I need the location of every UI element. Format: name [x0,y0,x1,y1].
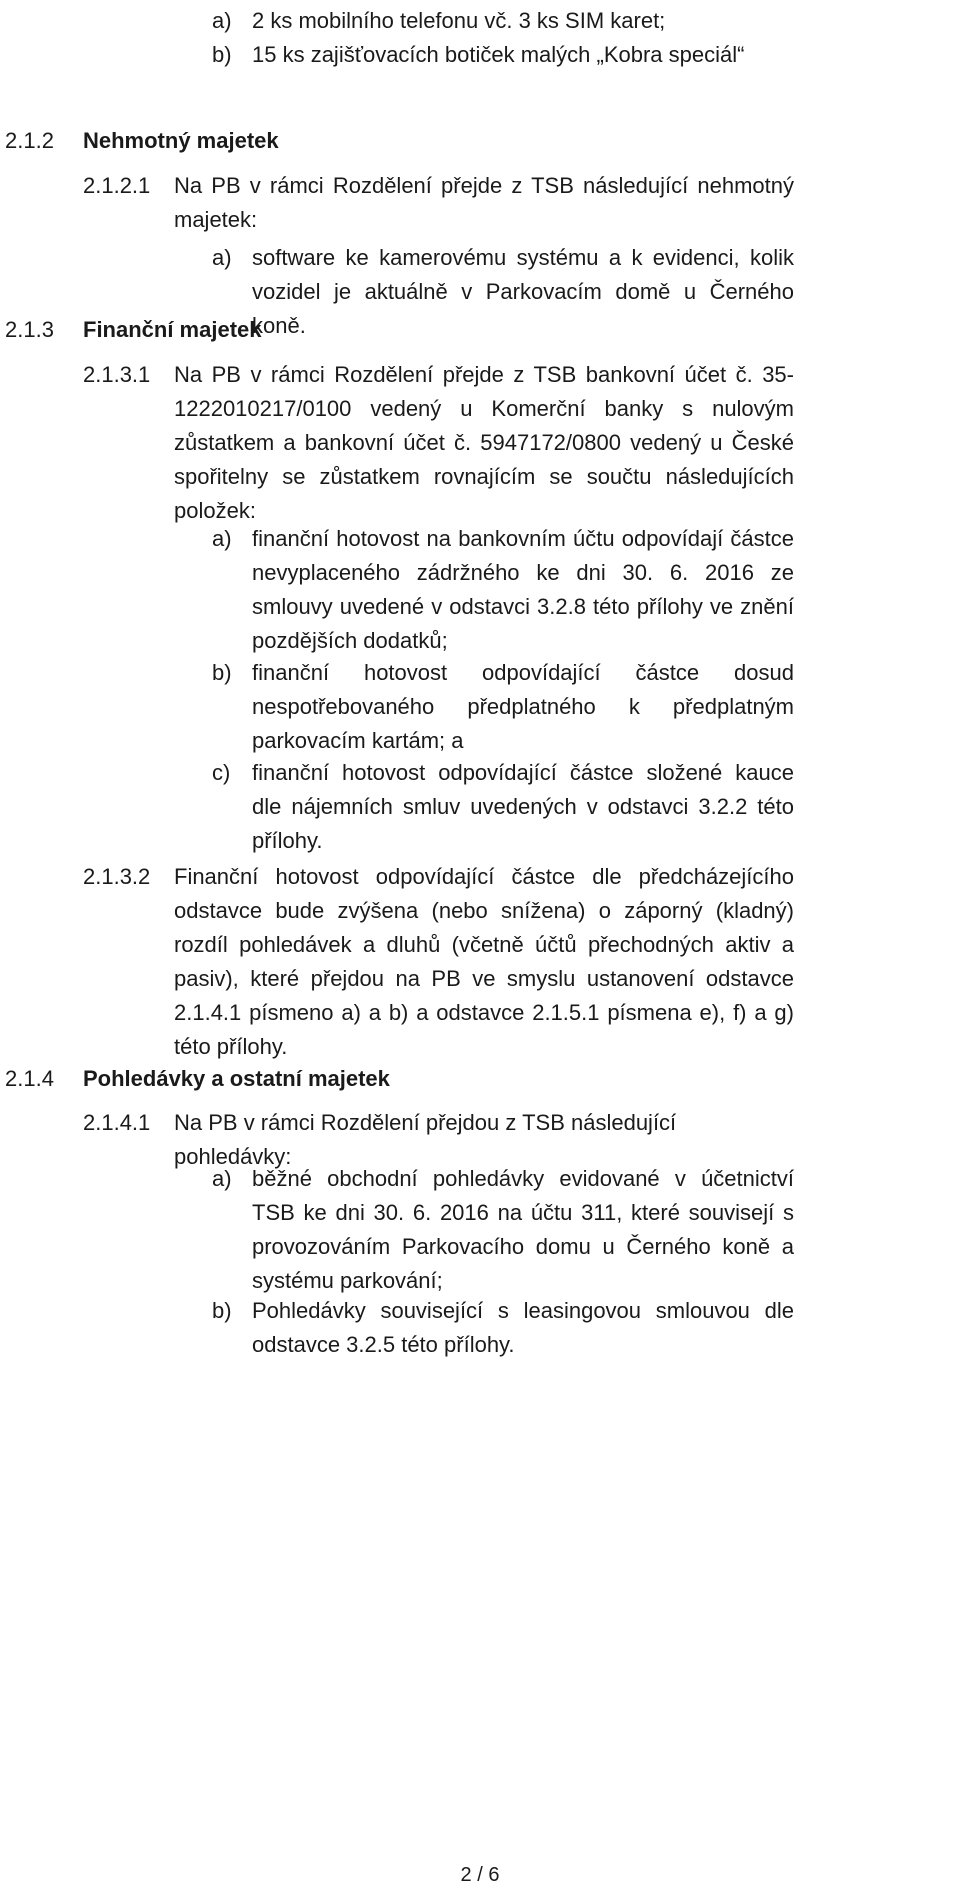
section-number: 2.1.4 [5,1066,54,1091]
paragraph-number: 2.1.3.2 [83,864,151,889]
section-heading: Nehmotný majetek [83,128,279,153]
list-item-text: finanční hotovost na bankovním účtu odpovídají částce nevyplaceného zádržného ke dni 30. 6. 2016 ze smlouvy uvedené v odstavci 3.2.8 této přílohy ve znění pozdějších dodatků; [252,526,794,653]
paragraph-number: 2.1.2.1 [83,173,151,198]
list-item-text: 2 ks mobilního telefonu vč. 3 ks SIM karet; [252,8,666,33]
list-label: b) [212,42,232,67]
list-item-text: finanční hotovost odpovídající částce dosud nespotřebovaného předplatného k předplatným parkovacím kartám; a [252,660,794,753]
page-number: 2 / 6 [460,1864,500,1886]
list-label: a) [212,1166,232,1191]
list-label: c) [212,760,231,785]
section-number: 2.1.3 [5,317,54,342]
paragraph-number: 2.1.4.1 [83,1110,151,1135]
list-label: a) [212,245,232,270]
section-heading: Pohledávky a ostatní majetek [83,1066,390,1091]
list-label: b) [212,1298,232,1323]
list-item-text: běžné obchodní pohledávky evidované v účetnictví TSB ke dni 30. 6. 2016 na účtu 311, které souvisejí s provozováním Parkovacího domu u Černého koně a systému parkování; [252,1166,794,1293]
list-label: a) [212,8,232,33]
paragraph-text: Finanční hotovost odpovídající částce dle předcházejícího odstavce bude zvýšena (nebo snížena) o záporný (kladný) rozdíl pohledávek a dluhů (včetně účtů přechodných aktiv a pasiv), které přejdou na PB ve smyslu ustanovení odstavce 2.1.4.1 písmeno a) a b) a odstavce 2.1.5.1 písmena e), f) a g) této přílohy. [174,864,794,1059]
paragraph-text: Na PB v rámci Rozdělení přejdou z TSB následující pohledávky: [174,1110,677,1169]
list-label: b) [212,660,232,685]
list-item-text: 15 ks zajišťovacích botiček malých „Kobra speciál“ [252,42,745,67]
paragraph-text: Na PB v rámci Rozdělení přejde z TSB následující nehmotný majetek: [174,173,794,232]
paragraph-text: Na PB v rámci Rozdělení přejde z TSB bankovní účet č. 35-1222010217/0100 vedený u Komerční banky s nulovým zůstatkem a bankovní účet č. 5947172/0800 vedený u České spořitelny se zůstatkem rovnajícím se součtu následujících položek: [174,362,794,523]
list-item-text: Pohledávky související s leasingovou smlouvou dle odstavce 3.2.5 této přílohy. [252,1298,794,1357]
list-item-text: finanční hotovost odpovídající částce složené kauce dle nájemních smluv uvedených v odstavci 3.2.2 této přílohy. [252,760,794,853]
paragraph-number: 2.1.3.1 [83,362,151,387]
list-label: a) [212,526,232,551]
section-heading: Finanční majetek [83,317,262,342]
section-number: 2.1.2 [5,128,54,153]
list-item-text: software ke kamerovému systému a k evidenci, kolik vozidel je aktuálně v Parkovacím domě u Černého koně. [252,245,794,338]
